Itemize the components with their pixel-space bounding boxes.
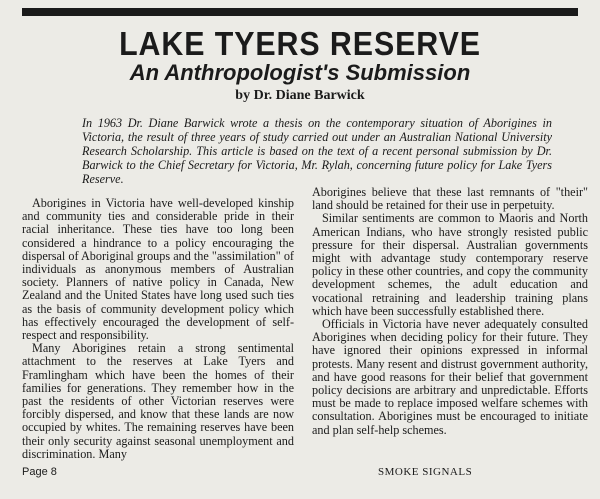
publication-name: SMOKE SIGNALS [378, 466, 473, 478]
paragraph: Officials in Victoria have never adequately consulted Aborigines when deciding policy for their future. They have ignored their opinions expressed in informal protests. Many resent and distrust government authority, and have good reasons for their belief that government policy decisions are arbitrary and unpredictable. Efforts must be made to replace imposed welfare schemes with consultation. Aborigines must be encouraged to initiate and plan self-help schemes. [312, 317, 588, 437]
paragraph-continuation: Aborigines believe that these last remnants of "their" land should be retained for their use in perpetuity. [312, 185, 588, 213]
paragraph: Many Aborigines retain a strong sentimental attachment to the reserves at Lake Tyers and Framlingham which have been the homes of their families for generations. They remember how in the past the residents of other Victorian reserves were forcibly dispersed, and know that these lands are now occupied by whites. The remaining reserves have been their only security against seasonal unemployment and discrimination. Many [22, 341, 294, 461]
left-column [22, 197, 294, 461]
article-byline: by Dr. Diane Barwick [235, 88, 365, 103]
intro-paragraph: In 1963 Dr. Diane Barwick wrote a thesis on the contemporary situation of Aborigines in Victoria, the result of three years of study carried out under an Australian National University Research Scholarship. This article is based on the text of a recent personal submission by Dr. Barwick to the Chief Secretary for Victoria, Mr. Rylah, concerning future policy for Lake Tyers Reserve. [82, 116, 552, 186]
article-title: LAKE TYERS RESERVE [119, 25, 481, 62]
top-rule [22, 8, 578, 16]
page-number: Page 8 [22, 466, 57, 478]
article-subtitle: An Anthropologist's Submission [129, 60, 471, 85]
paragraph: Similar sentiments are common to Maoris and North American Indians, who have strongly resisted public pressure for their dispersal. Australian governments might with advantage study contemporary reserve policy in these other countries, and copy the community development schemes, the adult education and vocational retraining and leadership training plans which have been successfully established there. [312, 211, 588, 318]
paragraph: Aborigines in Victoria have well-developed kinship and community ties and considerable pride in their racial inheritance. These ties have too long been considered a hindrance to a policy encouraging the dispersal of Aboriginal groups and the "assimilation" of individuals as anonymous members of Australian society. Planners of native policy in Canada, New Zealand and the United States have long used such ties as the basis of community development policy which has effectively encouraged the development of self-respect and responsibility. [22, 196, 294, 343]
right-column [312, 186, 588, 437]
